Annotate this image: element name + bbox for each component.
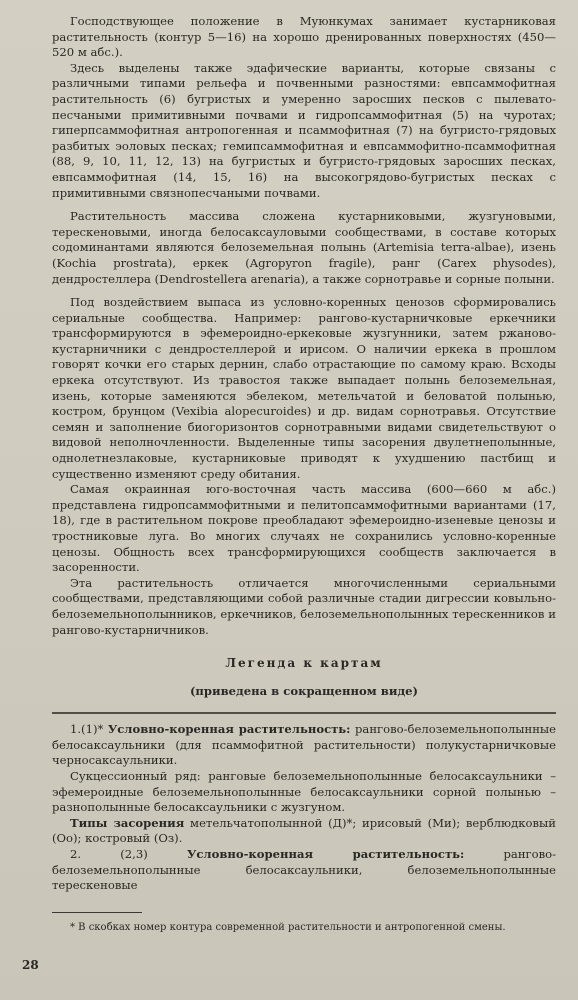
legend-item-1-number: 1.(1)* (70, 722, 104, 737)
paragraph-4: Под воздействием выпаса из условно-коренных ценозов сформировались сериальные сообщества. Например: рангово-кустарничковые еркечники трансформируются в эфемероидно-еркековые жузгунники, затем ржаново-кустарничники с дендростеллерой и ирисом. О наличии еркека в прошлом говорят кочки его старых дернин, слабо отрастающие по самому краю. Всходы еркека отсутствуют. Из травостоя также выпадает полынь белоземельная, изень, которые заменяются эбелеком, метельчатой и беловатой полынью, костром, брунцом (Vexibia alopecuroides) и др. видам сорнотравья. Отсутствие семян и заполнение биогоризонтов сорнотравными видами свидетельствуют о видовой неполночленности. Выделенные типы засорения двулетнеполынные, однолетнезлаковые, кустарниковые приводят к ухудшению пастбищ и существенно изменяют среду обитания. (52, 295, 556, 481)
page-number: 28 (22, 958, 39, 972)
spacer (52, 287, 556, 295)
legend-item-2-number: 2. (2,3) (70, 846, 148, 861)
legend-divider (52, 712, 556, 714)
paragraph-2: Здесь выделены также эдафические варианты, которые связаны с различными типами рельефа и почвенными разностями: евпсаммофитная растительность (6) бугристых и умеренно заросших песков с пылевато-песчаными примитивными почвами и гидропсаммофитная (5) на чуротах; гиперпсаммофитная антропогенная и псаммофитная (7) на бугристо-грядовых разбитых эоловых песках; гемипсаммофитная и евпсаммофитно-псаммофитная (88, 9, 10, 11, 12, 13) на бугристых и бугристо-грядовых заросших песках, евпсаммофитная (14, 15, 16) на высокогрядово-бугристых песках с примитивными связнопесчаными почвами. (52, 60, 556, 200)
paragraph-6: Эта растительность отличается многочисленными сериальными сообществами, представляющими собой различные стадии дигрессии ковыльно-белоземельнополынников, еркечников, белоземельнополынных терескенников и рангово-кустарничников. (52, 575, 556, 637)
legend-item-1 (52, 722, 556, 769)
paragraph-3: Растительность массива сложена кустарниковыми, жузгуновыми, терескеновыми, иногда белосаксауловыми сообществами, в составе которых содоминантами являются белоземельная полынь (Artemisia terra-albae), изень (Kochia prostrata), еркек (Agropyron fragile), ранг (Carex physodes), дендростеллера (Dendrostellera arenaria), а также сорнотравье и сорные полыни. (52, 209, 556, 286)
legend-succession: Сукцессионный ряд: ранговые белоземельнополынные белосаксаульники – эфемероидные белоземельнополынные белосаксаульники сорной полынью – разнополынные белосаксаульники с жузгуном. (52, 768, 556, 815)
legend-item-1-text: рангово-белоземельнополынные белосаксаульники (для псаммофитной растительности) полукустарничковые черносаксаульники. (52, 722, 557, 768)
spacer (52, 201, 556, 209)
footnote-divider (52, 912, 142, 913)
footnote: * В скобках номер контура современной растительности и антропогенной смены. (70, 921, 506, 933)
legend-item-2-text: рангово-белоземельнополынные белосаксаульники, белоземельнополынные терескеновые (52, 846, 557, 893)
legend-item-2 (52, 847, 556, 894)
paragraph-5: Самая окраинная юго-восточная часть массива (600—660 м абс.) представлена гидропсаммофитными и пелитопсаммофитными вариантами (17, 18), где в растительном покрове преобладают эфемероидно-изеневые ценозы и тростниковые луга. Во многих случаях не сохранились условно-коренные ценозы. Общность всех трансформирующихся сообществ заключается в засоренности. (52, 482, 556, 575)
legend-item-2-heading: Условно-коренная растительность: (186, 846, 465, 861)
legend-types-text: метельчатополынной (Д)*; ирисовый (Ми); верблюдковый (Оо); костровый (Оз). (52, 815, 556, 846)
legend-types (52, 816, 556, 847)
legend-item-1-heading: Условно-коренная растительность: (107, 722, 351, 737)
paragraph-1: Господствующее положение в Муюнкумах занимает кустарниковая растительность (контур 5—16) на хорошо дренированных поверхностях (450—520 м абс.). (52, 14, 556, 60)
legend-subtitle: (приведена в сокращенном виде) (189, 684, 419, 699)
legend-title: Легенда к картам (225, 656, 383, 671)
legend-types-heading: Типы засорения (70, 815, 185, 830)
